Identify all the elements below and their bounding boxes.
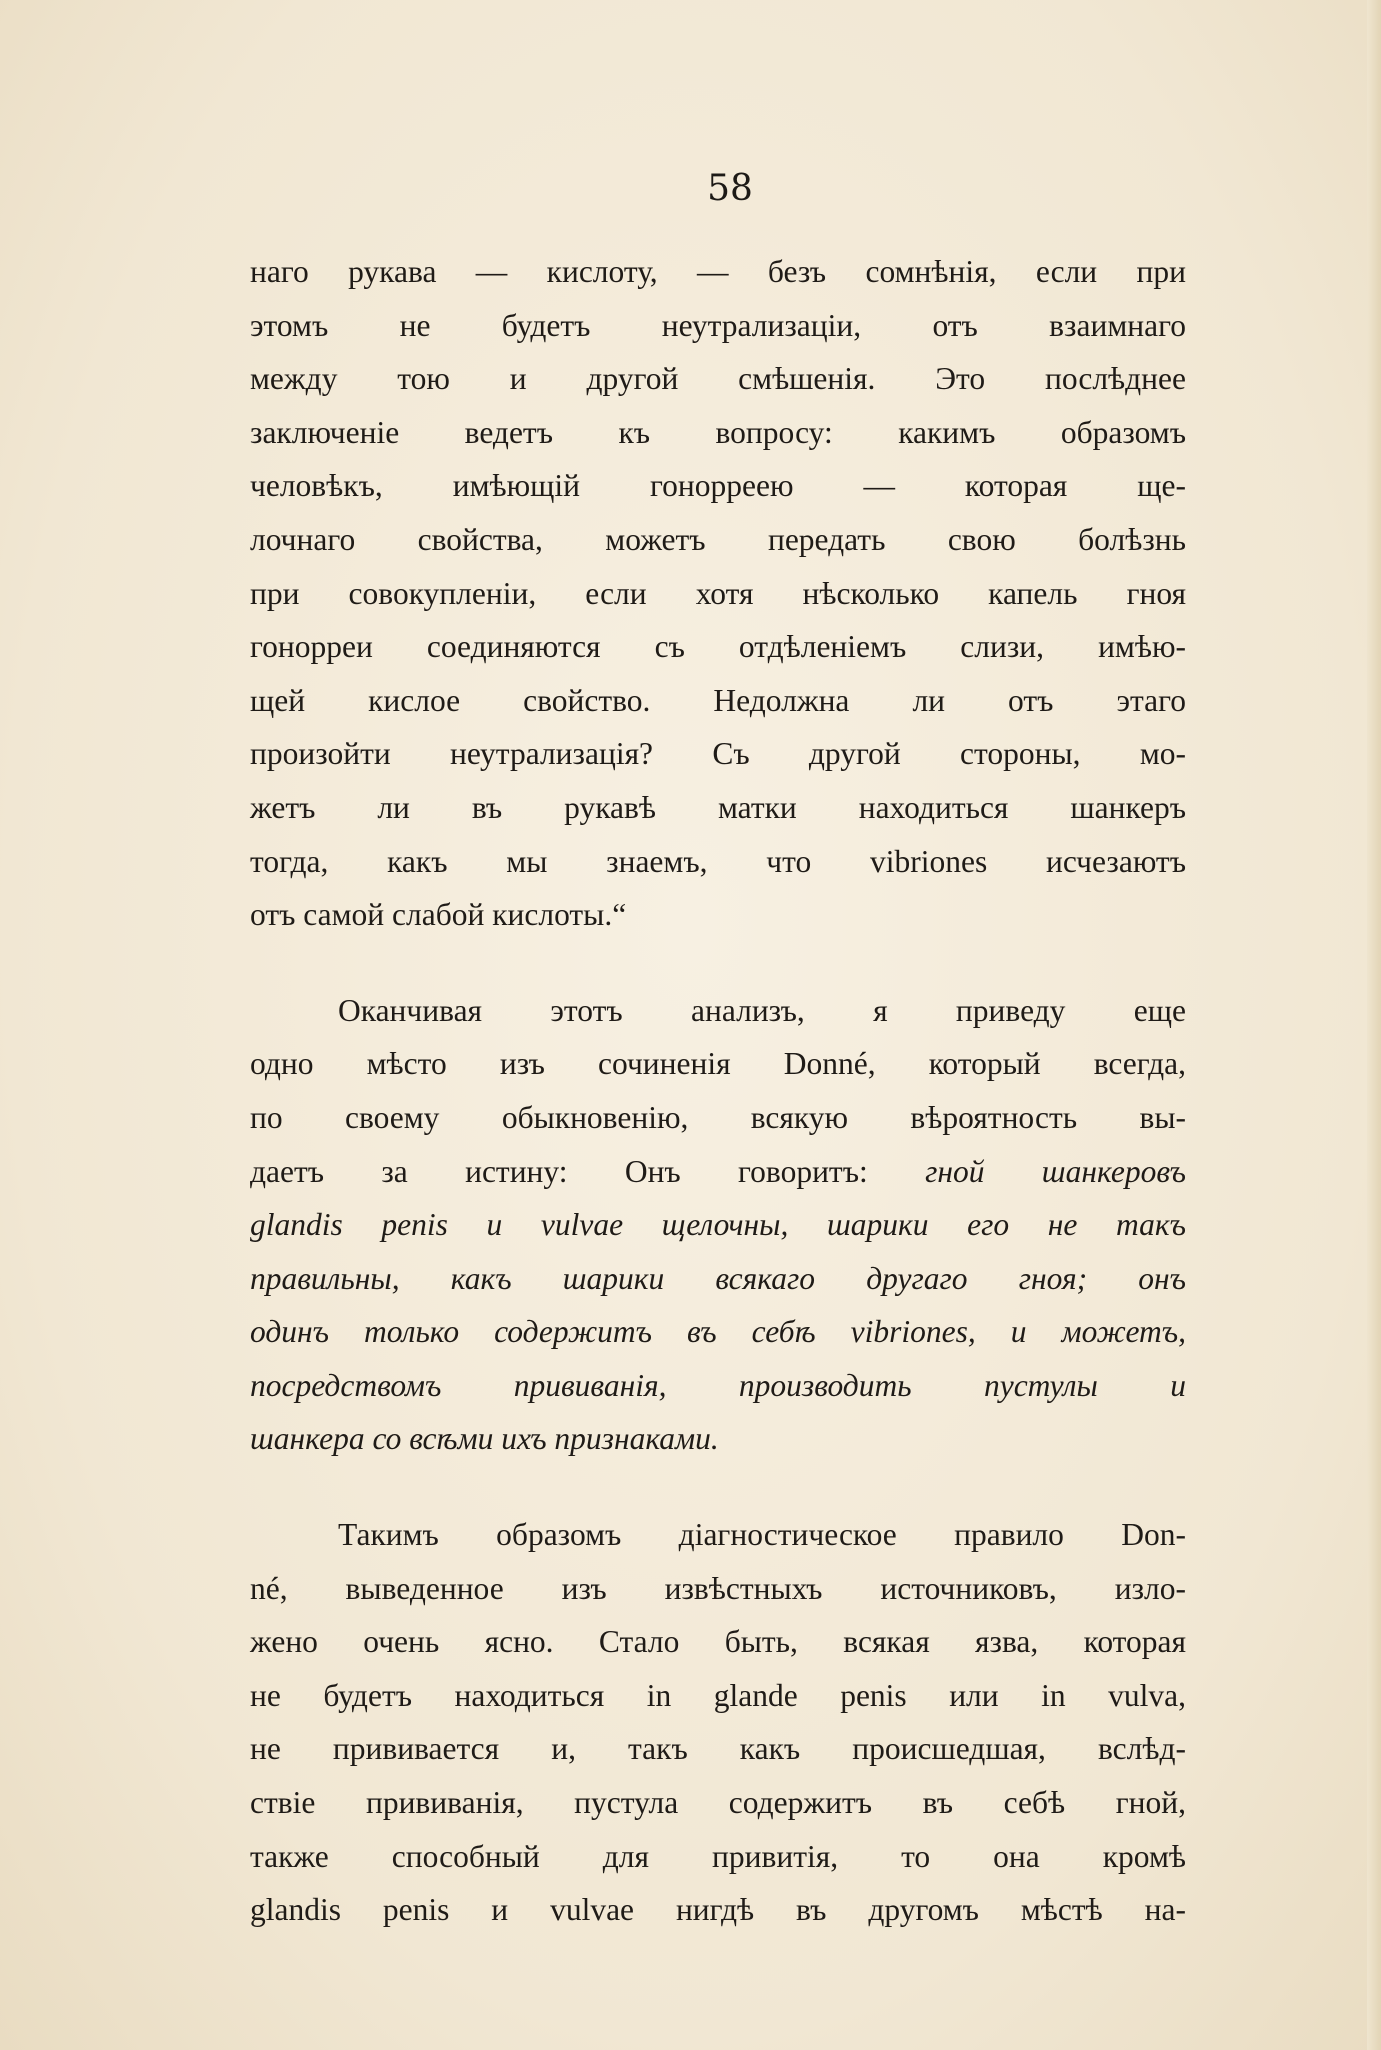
page-edge bbox=[1367, 0, 1381, 2050]
text-line: произойти неутрализація? Съ другой стороны, мо- bbox=[250, 736, 1186, 772]
quoted-text: гной шанкеровъ bbox=[925, 1153, 1187, 1189]
text-line: не прививается и, такъ какъ происшедшая, вслѣд- bbox=[250, 1731, 1186, 1767]
text-line: одно мѣсто изъ сочиненія Donné, который всегда, bbox=[250, 1046, 1186, 1082]
text-line: Оканчивая этотъ анализъ, я приведу еще bbox=[338, 992, 1186, 1028]
text-line: гонорреи соединяются съ отдѣленіемъ слизи, имѣю- bbox=[250, 629, 1186, 665]
text-line: glandis penis и vulvae нигдѣ въ другомъ мѣстѣ на- bbox=[250, 1892, 1186, 1928]
text-line-with-quote bbox=[250, 1145, 1186, 1199]
text-line: заключеніе ведетъ къ вопросу: какимъ образомъ bbox=[250, 414, 1186, 450]
text-line: при совокупленіи, если хотя нѣсколько капель гноя bbox=[250, 575, 1186, 611]
text-line: Такимъ образомъ діагностическое правило Don- bbox=[338, 1517, 1186, 1553]
quoted-text: glandis penis и vulvae щелочны, шарики его не такъ bbox=[250, 1207, 1186, 1243]
quoted-text: посредствомъ прививанія, производить пустулы и bbox=[250, 1367, 1186, 1403]
page-number: 58 bbox=[707, 168, 753, 209]
text-line: жено очень ясно. Стало быть, всякая язва, которая bbox=[250, 1624, 1186, 1660]
text-line: человѣкъ, имѣющій гонорреею — которая ще- bbox=[250, 468, 1186, 504]
quoted-text: шанкера со всѣми ихъ признаками. bbox=[250, 1421, 719, 1457]
text-line: этомъ не будетъ неутрализаціи, отъ взаимнаго bbox=[250, 307, 1186, 343]
paragraph-gap bbox=[250, 942, 1186, 984]
quoted-text: одинъ только содержитъ въ себѣ vibriones, и можетъ, bbox=[250, 1314, 1186, 1350]
text-line: жетъ ли въ рукавѣ матки находиться шанкеръ bbox=[250, 789, 1186, 825]
text-line: щей кислое свойство. Недолжна ли отъ этаго bbox=[250, 682, 1186, 718]
quoted-line bbox=[250, 1252, 1186, 1306]
text-fragment: даетъ за истину: Онъ говоритъ: bbox=[250, 1153, 868, 1189]
text-line: также способный для привитія, то она кромѣ bbox=[250, 1838, 1186, 1874]
text-line: тогда, какъ мы знаемъ, что vibriones исчезаютъ bbox=[250, 843, 1186, 879]
quoted-line bbox=[250, 1412, 1186, 1466]
text-line: ствіе прививанія, пустула содержитъ въ себѣ гной, bbox=[250, 1785, 1186, 1821]
text-line: не будетъ находиться in glande penis или in vulva, bbox=[250, 1677, 1186, 1713]
text-line: né, выведенное изъ извѣстныхъ источниковъ, изло- bbox=[250, 1570, 1186, 1606]
paragraph-gap bbox=[250, 1466, 1186, 1508]
quoted-text: правильны, какъ шарики всякаго другаго гноя; онъ bbox=[250, 1260, 1186, 1296]
quoted-line bbox=[250, 1359, 1186, 1413]
text-line: по своему обыкновенію, всякую вѣроятность вы- bbox=[250, 1099, 1186, 1135]
text-line: лочнаго свойства, можетъ передать свою болѣзнь bbox=[250, 521, 1186, 557]
text-line: наго рукава — кислоту, — безъ сомнѣнія, если при bbox=[250, 254, 1186, 289]
quoted-line bbox=[250, 1198, 1186, 1252]
body-text bbox=[250, 245, 1186, 1937]
quoted-line bbox=[250, 1305, 1186, 1359]
text-line: отъ самой слабой кислоты.“ bbox=[250, 897, 627, 933]
text-line: между тою и другой смѣшенія. Это послѣднее bbox=[250, 361, 1186, 397]
